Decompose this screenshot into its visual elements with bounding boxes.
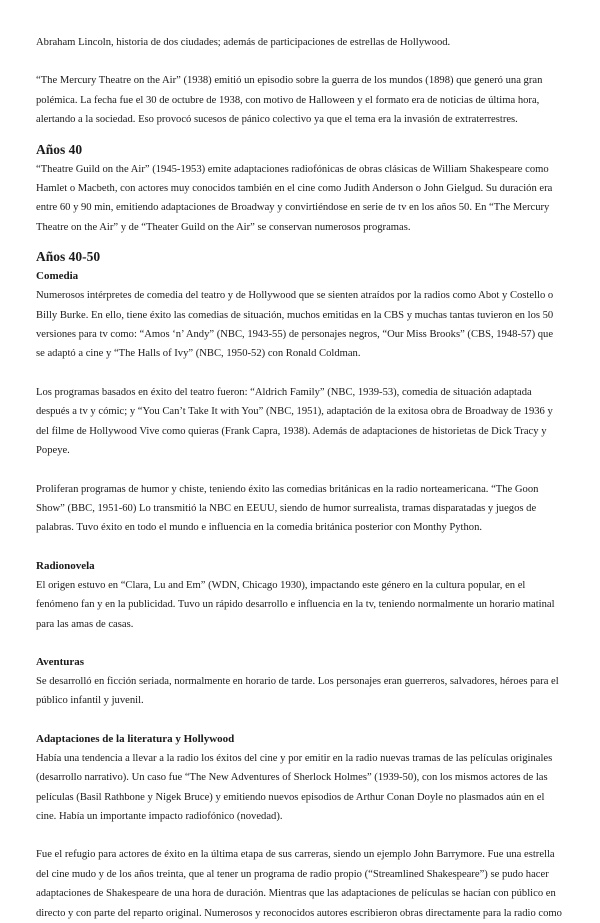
paragraph-adaptaciones-1: Había una tendencia a llevar a la radio los éxitos del cine y por emitir en la radio nuevas tramas de las películas originales (desarrollo narrativo). Un caso fue “The New Adventures of Sherlock Holmes” (1939-50), con los mismos actores de las películas (Basil Rathbone y Nigek Bruce) y emitiendo nuevos episodios de Arthur Conan Doyle no plasmados aún en el cine. Había un importante impacto radiofónico (novedad). xyxy=(36,752,553,822)
heading-anos-40-50: Años 40-50 xyxy=(36,249,101,265)
paragraph-comedia-1: Numerosos intérpretes de comedia del teatro y de Hollywood que se sienten atraídos por la radios como Abot y Costello o Billy Burke. En ello, tiene éxito las comedias de situación, muchos emitidas en la CBS y muchas tantas tuvieron en los 50 versiones para tv como: “Amos ‘n’ Andy” (NBC, 1943-55) de personajes negros, “Our Miss Brooks” (CBS, 1948-57) que se adaptó a cine y “The Halls of Ivy” (NBC, 1950-52) con Ronald Coldman. xyxy=(36,290,554,360)
paragraph-radionovela: El origen estuvo en “Clara, Lu and Em” (WDN, Chicago 1930), impactando este género en la cultura popular, en el fenómeno fan y en la publicidad. Tuvo un rápido desarrollo e influencia en la tv, teniendo normalmente un horario matinal para las amas de casas. xyxy=(36,579,555,630)
heading-anos-40: Años 40 xyxy=(36,141,83,157)
subheading-comedia: Comedia xyxy=(36,270,79,283)
paragraph-aventuras: Se desarrolló en ficción seriada, normalmente en horario de tarde. Los personajes eran guerreros, salvadores, héroes para el público infantil y juvenil. xyxy=(36,675,559,707)
paragraph-adaptaciones-2: Fue el refugio para actores de éxito en la última etapa de sus carreras, siendo un ejemplo John Barrymore. Fue una estrella del cine mudo y de los años treinta, que al tener un programa de radio propio (“Streamlined Shakespeare”) se pudo hacer adaptaciones de Shakespeare de una hora de duración. Mientras que las adaptaciones de películas se hacían con público en directo y con parte del reparto original. Numerosos y reconocidos autores escribieron obras directamente para la radio como xyxy=(36,849,562,919)
paragraph-theatre-guild: “Theatre Guild on the Air” (1945-1953) emite adaptaciones radiofónicas de obras clásicas de William Shakespeare como Hamlet o Macbeth, con actores muy conocidos también en el cine como Judith Anderson o John Gielgud. Su duración era entre 60 y 90 min, emitiendo adaptaciones de Broadway y convirtiéndose en serie de tv en los años 50. En “The Mercury Theatre on the Air” y de “Theater Guild on the Air” se conservan numerosos programas. xyxy=(36,163,553,233)
paragraph-comedia-3: Proliferan programas de humor y chiste, teniendo éxito las comedias británicas en la radio norteamericana. “The Goon Show” (BBC, 1951-60) Lo transmitió la NBC en EEUU, siendo de humor surrealista, tramas disparatadas y juegos de palabras. Tuvo éxito en todo el mundo e influencia en la comedia británica posterior con Monthy Python. xyxy=(36,483,539,534)
paragraph-lincoln: Abraham Lincoln, historia de dos ciudades; además de participaciones de estrellas de Hollywood. xyxy=(36,37,451,48)
subheading-radionovela: Radionovela xyxy=(36,559,95,572)
paragraph-comedia-2: Los programas basados en éxito del teatro fueron: “Aldrich Family” (NBC, 1939-53), comedia de situación adaptada después a tv y cómic; y “You Can’t Take It with You” (NBC, 1951), adaptación de la exitosa obra de Broadway de 1936 y del filme de Hollywood Vive como quieras (Frank Capra, 1938). Además de adaptaciones de historietas de Dick Tracy y Popeye. xyxy=(36,386,553,457)
paragraph-mercury-theatre: “The Mercury Theatre on the Air” (1938) emitió un episodio sobre la guerra de los mundos (1898) que generó una gran polémica. La fecha fue el 30 de octubre de 1938, con motivo de Halloween y el formato era de noticias de última hora, alertando a la sociedad. Eso provocó sucesos de pánico colectivo ya que el tema era la invasión de extraterrestres. xyxy=(36,75,543,126)
subheading-adaptaciones: Adaptaciones de la literatura y Hollywood xyxy=(36,732,235,745)
subheading-aventuras: Aventuras xyxy=(36,655,85,668)
